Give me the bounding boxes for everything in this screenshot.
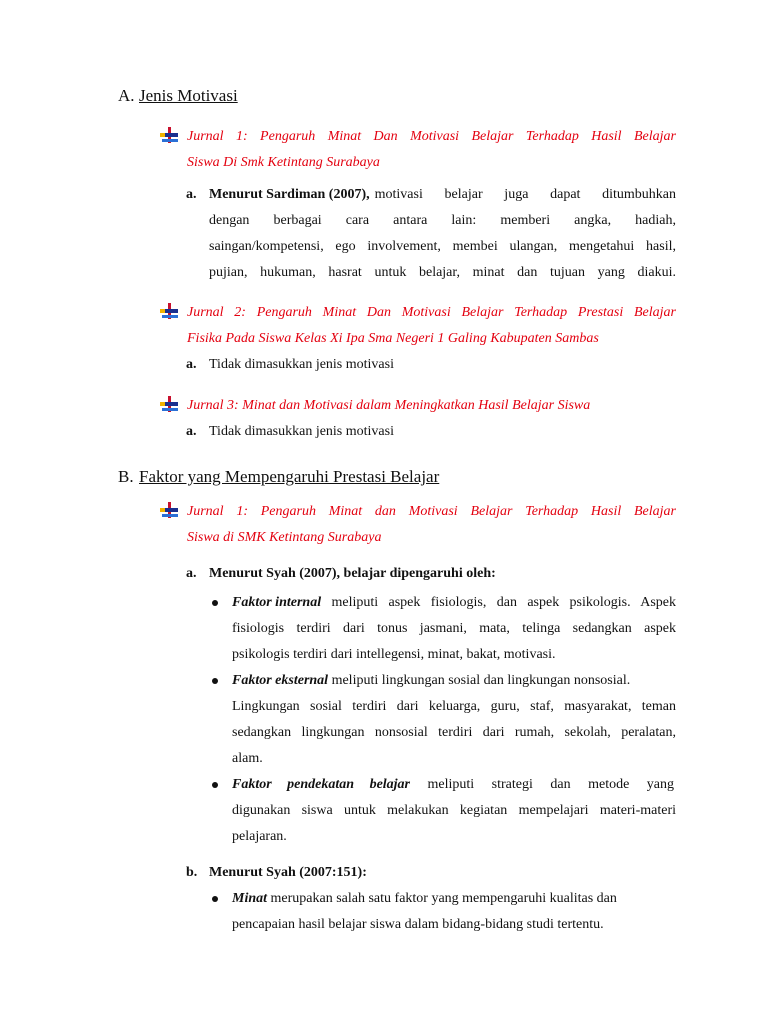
section-a-heading — [118, 86, 238, 106]
para-line: alam. — [232, 751, 263, 766]
para-line — [209, 182, 676, 208]
bullet-text: meliputi strategi dan metode yang — [410, 777, 675, 792]
subitem-b — [186, 860, 367, 886]
journal-title-line: Siswa Di Smk Ketintang Surabaya — [187, 155, 380, 170]
bullet-text: meliputi lingkungan sosial dan lingkungan nonsosial. — [328, 673, 631, 688]
bullet-term: Faktor pendekatan belajar — [232, 777, 411, 792]
bullet-text: merupakan salah satu faktor yang mempengaruhi kualitas dan — [267, 891, 617, 906]
para-line: pujian, hukuman, hasrat untuk belajar, minat dan tujuan yang diakui. — [209, 265, 676, 280]
section-title: Jenis Motivasi — [139, 86, 238, 105]
subitem-a — [186, 419, 394, 445]
journal-title-line: Jurnal 1: Pengaruh Minat Dan Motivasi Belajar Terhadap Hasil Belajar — [187, 129, 676, 144]
journal-title-line: Jurnal 3: Minat dan Motivasi dalam Meningkatkan Hasil Belajar Siswa — [187, 398, 591, 413]
bullet-term: Minat — [232, 891, 268, 906]
subitem-a — [186, 182, 209, 208]
para-line: psikologis terdiri dari intellegensi, minat, bakat, motivasi. — [232, 647, 556, 662]
cross-bullet-icon — [160, 127, 178, 143]
para-line: digunakan siswa untuk melakukan kegiatan mempelajari materi-materi — [232, 803, 676, 818]
author-citation: Menurut Sardiman (2007), — [209, 187, 370, 202]
bullet-term: Faktor eksternal — [232, 673, 329, 688]
subitem-text: Tidak dimasukkan jenis motivasi — [209, 357, 394, 372]
para-line: pencapaian hasil belajar siswa dalam bidang-bidang studi tertentu. — [232, 917, 604, 932]
bullet-dot-icon — [212, 896, 218, 902]
para-line: Lingkungan sosial terdiri dari keluarga, guru, staf, masyarakat, teman — [232, 699, 676, 714]
para-line: pelajaran. — [232, 829, 287, 844]
cross-bullet-icon — [160, 502, 178, 518]
para-line — [232, 772, 676, 798]
bullet-dot-icon — [212, 600, 218, 606]
subitem-label: a. — [186, 424, 197, 439]
para-line — [232, 886, 676, 912]
subitem-label: a. — [186, 357, 197, 372]
subitem-label: b. — [186, 865, 198, 880]
subitem-label: a. — [186, 187, 197, 202]
subitem-heading: Menurut Syah (2007:151): — [209, 865, 367, 880]
bullet-dot-icon — [212, 678, 218, 684]
subitem-heading: Menurut Syah (2007), belajar dipengaruhi oleh: — [209, 566, 496, 581]
journal-title-line: Jurnal 1: Pengaruh Minat dan Motivasi Belajar Terhadap Hasil Belajar — [187, 504, 676, 519]
section-letter: B. — [118, 467, 134, 486]
para-line: fisiologis terdiri dari tonus jasmani, mata, telinga sedangkan aspek — [232, 621, 676, 636]
subitem-label: a. — [186, 566, 197, 581]
para-line: sedangkan lingkungan nonsosial terdiri dari rumah, sekolah, peralatan, — [232, 725, 676, 740]
section-letter: A. — [118, 86, 135, 105]
bullet-text: meliputi aspek fisiologis, dan aspek psikologis. Aspek — [321, 595, 676, 610]
sardiman-paragraph — [209, 182, 676, 286]
subitem-a — [186, 561, 496, 587]
subitem-text: Tidak dimasukkan jenis motivasi — [209, 424, 394, 439]
cross-bullet-icon — [160, 303, 178, 319]
cross-bullet-icon — [160, 396, 178, 412]
subitem-a — [186, 352, 394, 378]
para-line: saingan/kompetensi, ego involvement, membei ulangan, mengetahui hasil, — [209, 239, 676, 254]
section-title: Faktor yang Mempengaruhi Prestasi Belajar — [139, 467, 440, 486]
journal-title-line: Fisika Pada Siswa Kelas Xi Ipa Sma Negeri 1 Galing Kabupaten Sambas — [187, 331, 599, 346]
journal-title-line: Siswa di SMK Ketintang Surabaya — [187, 530, 382, 545]
para-line — [232, 590, 676, 616]
bullet-term: Faktor internal — [232, 595, 322, 610]
para-line: dengan berbagai cara antara lain: memberi angka, hadiah, — [209, 213, 676, 228]
section-b-heading — [118, 467, 439, 487]
para-line — [232, 668, 676, 694]
para-text: motivasi belajar juga dapat ditumbuhkan — [374, 187, 676, 202]
bullet-dot-icon — [212, 782, 218, 788]
journal-title-line: Jurnal 2: Pengaruh Minat Dan Motivasi Belajar Terhadap Prestasi Belajar — [187, 305, 676, 320]
